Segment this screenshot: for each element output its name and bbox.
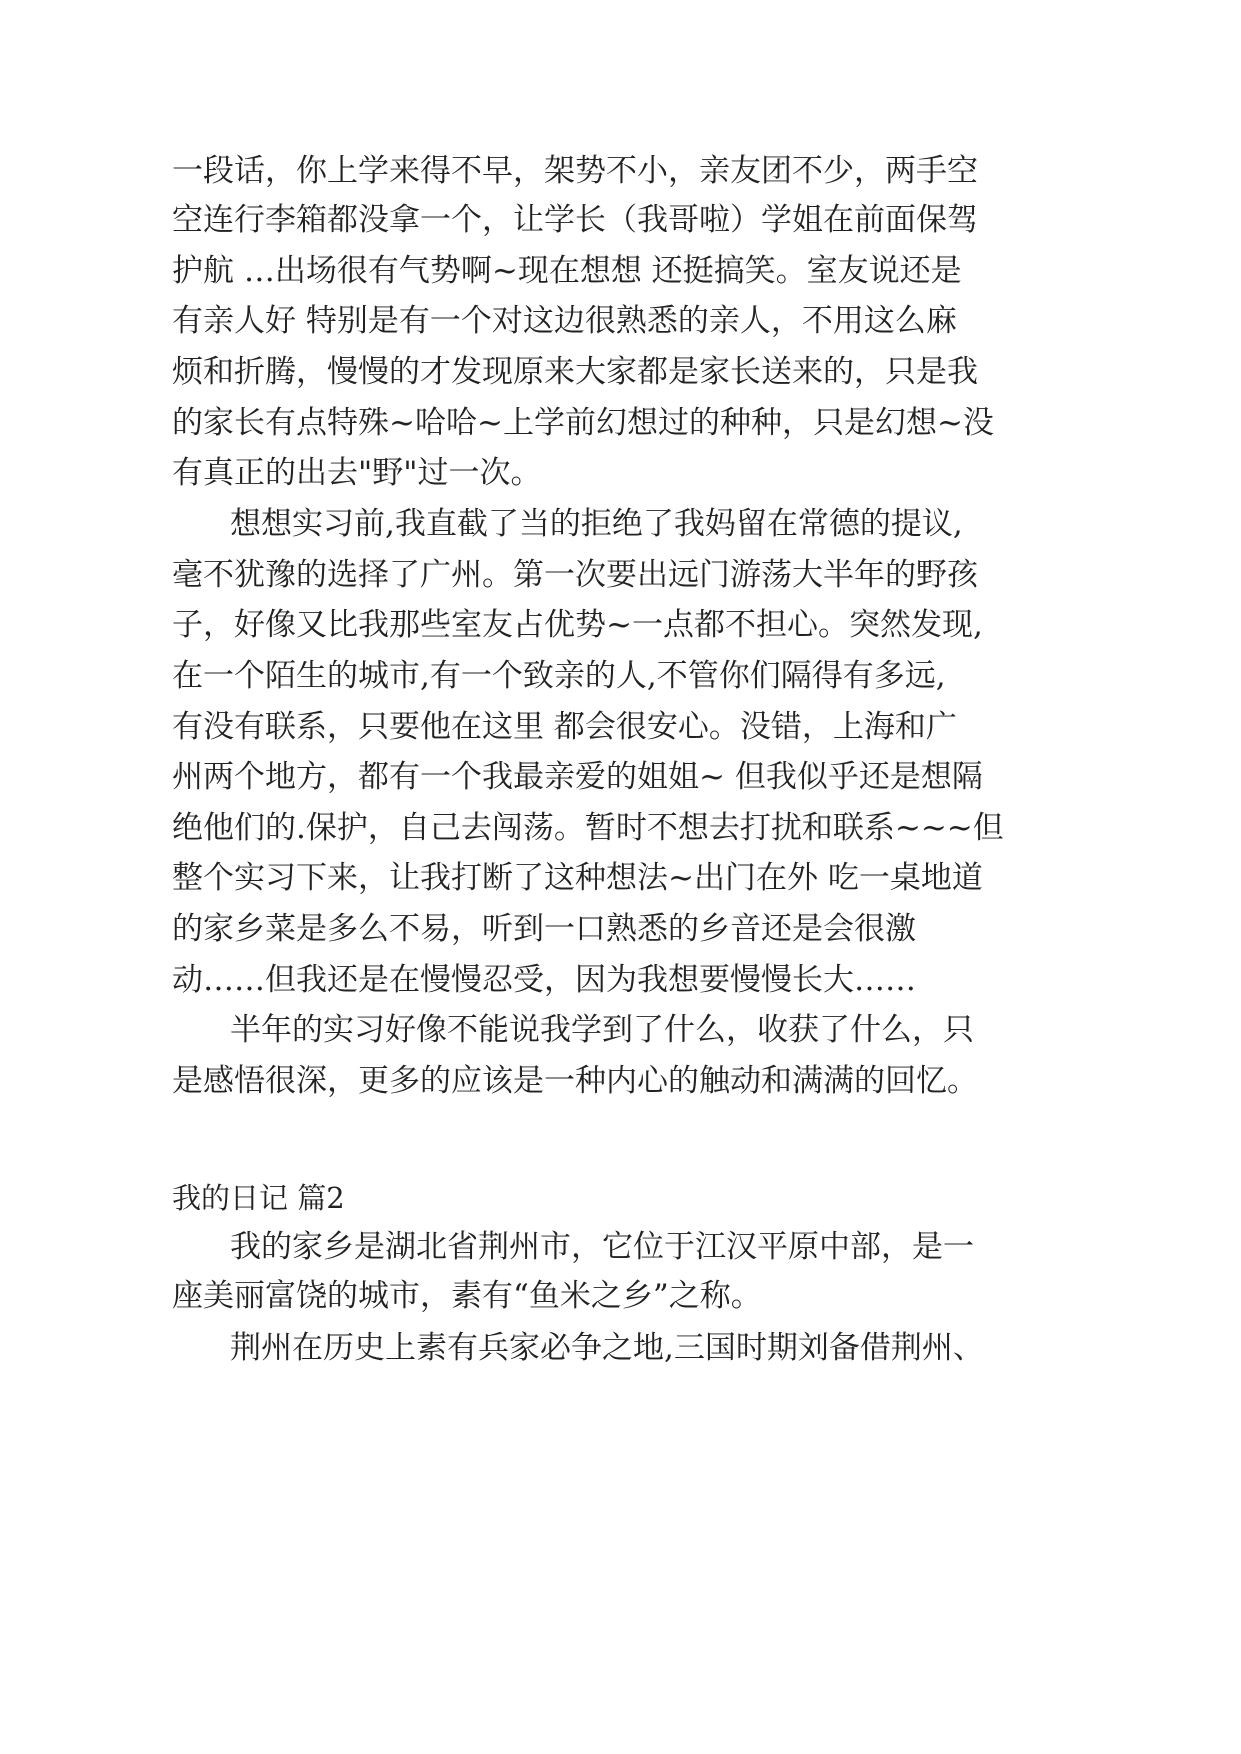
paragraph-line: 的家长有点特殊~哈哈~上学前幻想过的种种，只是幻想~没 — [172, 405, 994, 441]
paragraph-line: 护航 …出场很有气势啊~现在想想 还挺搞笑。室友说还是 — [172, 253, 962, 289]
paragraph-line: 子，好像又比我那些室友占优势~一点都不担心。突然发现, — [172, 607, 983, 643]
paragraph-line: 我的家乡是湖北省荆州市，它位于江汉平原中部，是一 — [230, 1229, 974, 1265]
paragraph-line: 毫不犹豫的选择了广州。第一次要出远门游荡大半年的野孩 — [172, 557, 978, 593]
paragraph-line: 的家乡菜是多么不易，听到一口熟悉的乡音还是会很激 — [172, 911, 916, 947]
paragraph-line: 有真正的出去"野"过一次。 — [172, 455, 542, 491]
paragraph-line: 绝他们的.保护，自己去闯荡。暂时不想去打扰和联系~~~但 — [172, 810, 1004, 846]
paragraph-line: 空连行李箱都没拿一个，让学长（我哥啦）学姐在前面保驾 — [172, 202, 978, 238]
paragraph-line: 想想实习前,我直截了当的拒绝了我妈留在常德的提议, — [230, 506, 963, 542]
paragraph-line: 一段话，你上学来得不早，架势不小，亲友团不少，两手空 — [172, 153, 978, 189]
paragraph-line: 是感悟很深，更多的应该是一种内心的触动和满满的回忆。 — [172, 1063, 978, 1099]
paragraph-line: 整个实习下来，让我打断了这种想法~出门在外 吃一桌地道 — [172, 860, 983, 896]
paragraph-line: 座美丽富饶的城市，素有“鱼米之乡”之称。 — [172, 1278, 762, 1314]
paragraph-line: 动……但我还是在慢慢忍受，因为我想要慢慢长大…… — [172, 962, 916, 998]
paragraph-line: 有亲人好 特别是有一个对这边很熟悉的亲人，不用这么麻 — [172, 303, 957, 339]
paragraph-line: 荆州在历史上素有兵家必争之地,三国时期刘备借荆州、 — [230, 1330, 984, 1366]
paragraph-line: 烦和折腾，慢慢的才发现原来大家都是家长送来的，只是我 — [172, 354, 978, 390]
paragraph-line: 在一个陌生的城市,有一个致亲的人,不管你们隔得有多远, — [172, 658, 946, 694]
paragraph-line: 州两个地方，都有一个我最亲爱的姐姐~ 但我似乎还是想隔 — [172, 759, 983, 795]
paragraph-line: 半年的实习好像不能说我学到了什么，收获了什么，只 — [230, 1012, 974, 1048]
paragraph-line: 有没有联系，只要他在这里 都会很安心。没错，上海和广 — [172, 709, 957, 745]
section-heading: 我的日记 篇2 — [172, 1181, 345, 1215]
